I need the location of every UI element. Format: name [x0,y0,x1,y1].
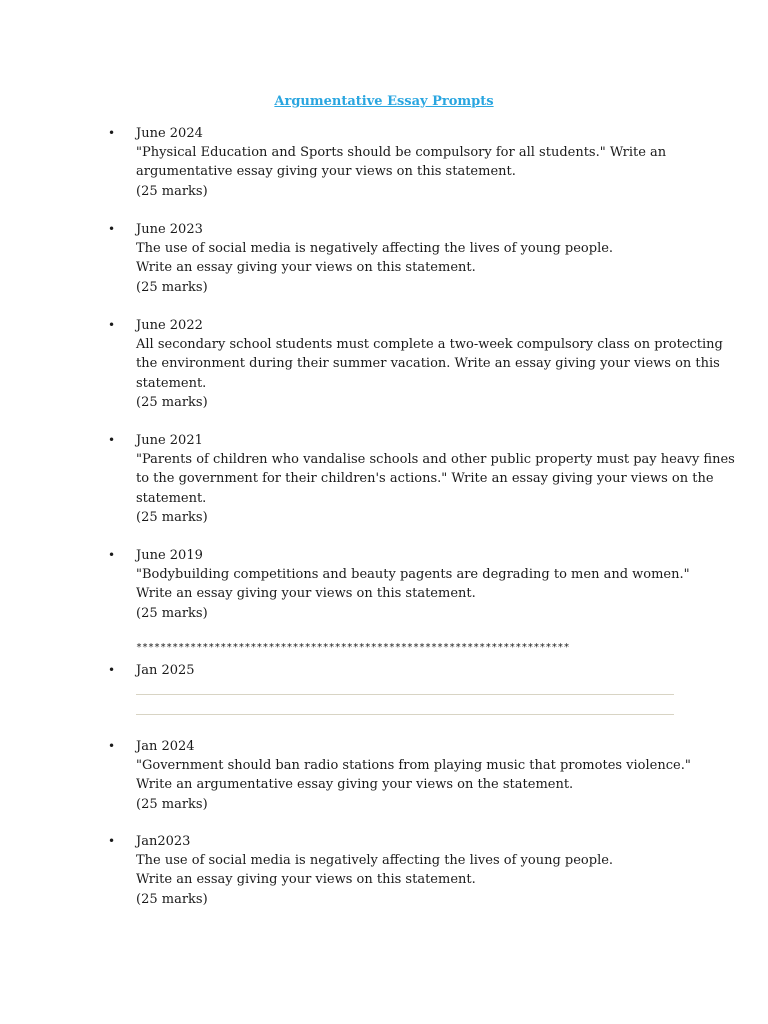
bullet-icon: • [108,318,116,332]
entry-date: Jan 2025 [136,663,195,678]
list-item [108,431,735,527]
entry-text: statement. [136,490,207,506]
document-title: Argumentative Essay Prompts [274,94,494,109]
entry-text: to the government for their children's actions." Write an essay giving your views on the [136,471,714,487]
blank-answer-line [136,714,674,715]
bullet-icon: • [108,834,116,848]
bullet-icon: • [108,739,116,753]
entry-text: All secondary school students must complete a two-week compulsory class on protecting [136,337,723,353]
entry-date: June 2024 [136,126,203,141]
list-item [108,124,684,201]
entry-marks: (25 marks) [136,279,208,295]
entry-text: argumentative essay giving your views on this statement. [136,164,516,180]
entry-text: The use of social media is negatively affecting the lives of young people. [136,853,614,869]
blank-answer-line [136,694,674,695]
entry-marks: (25 marks) [136,509,208,525]
bullet-icon: • [108,433,116,447]
entry-date: June 2019 [136,548,203,563]
entry-text: the environment during their summer vacation. Write an essay giving your views on this [136,356,720,372]
entry-marks: (25 marks) [136,394,208,410]
entry-marks: (25 marks) [136,605,208,621]
bullet-icon: • [108,663,116,677]
list-item [108,316,723,412]
entry-text: "Government should ban radio stations from playing music that promotes violence." [136,758,691,774]
entry-text: "Parents of children who vandalise schools and other public property must pay heavy fines [136,452,735,468]
entry-date: Jan2023 [136,834,191,849]
entry-marks: (25 marks) [136,796,208,812]
entry-date: June 2022 [136,318,203,333]
list-item [108,737,691,814]
entry-date: Jan 2024 [136,739,195,754]
entry-text: Write an essay giving your views on this statement. [136,260,476,276]
list-item [108,661,684,680]
list-item [108,220,684,297]
bullet-icon: • [108,222,116,236]
separator: ************************************************************************ [136,642,570,653]
entry-date: June 2023 [136,222,203,237]
entry-text: Write an argumentative essay giving your views on the statement. [136,777,574,793]
bullet-icon: • [108,126,116,140]
entry-text: statement. [136,375,207,391]
bullet-icon: • [108,548,116,562]
list-item [108,832,684,909]
list-item [108,546,690,623]
entry-text: "Bodybuilding competitions and beauty pagents are degrading to men and women." [136,567,690,583]
entry-date: June 2021 [136,433,203,448]
entry-text: "Physical Education and Sports should be compulsory for all students." Write an [136,145,667,161]
entry-marks: (25 marks) [136,891,208,907]
entry-text: Write an essay giving your views on this statement. [136,872,476,888]
entry-text: The use of social media is negatively affecting the lives of young people. [136,241,614,257]
entry-marks: (25 marks) [136,183,208,199]
entry-text: Write an essay giving your views on this statement. [136,586,476,602]
